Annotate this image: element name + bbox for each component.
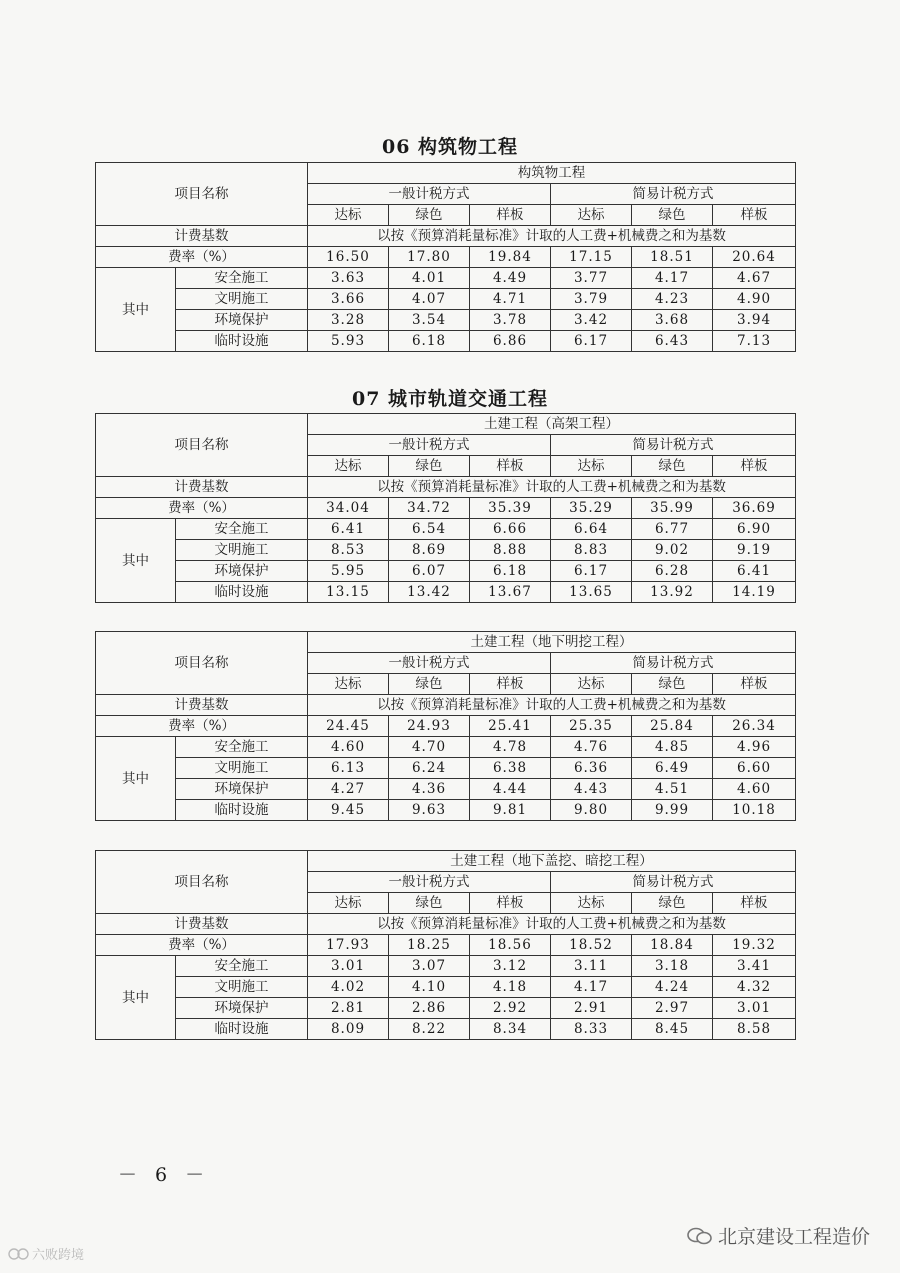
header-row-category xyxy=(96,163,796,184)
breakdown-value: 6.24 xyxy=(389,758,470,779)
breakdown-value: 2.91 xyxy=(551,998,632,1019)
breakdown-value: 3.42 xyxy=(551,310,632,331)
fee-table-open-cut xyxy=(95,631,796,821)
breakdown-row xyxy=(96,268,796,289)
tax-simple-header: 简易计税方式 xyxy=(551,184,796,205)
tax-simple-header: 简易计税方式 xyxy=(551,872,796,893)
breakdown-row xyxy=(96,582,796,603)
level-header: 达标 xyxy=(551,205,632,226)
breakdown-value: 3.77 xyxy=(551,268,632,289)
breakdown-value: 9.02 xyxy=(632,540,713,561)
breakdown-name: 安全施工 xyxy=(176,519,308,540)
level-header: 绿色 xyxy=(389,893,470,914)
breakdown-value: 6.54 xyxy=(389,519,470,540)
breakdown-value: 13.92 xyxy=(632,582,713,603)
breakdown-name: 临时设施 xyxy=(176,800,308,821)
rate-value: 34.72 xyxy=(389,498,470,519)
breakdown-value: 6.90 xyxy=(713,519,796,540)
item-name-header: 项目名称 xyxy=(96,414,308,477)
breakdown-value: 2.86 xyxy=(389,998,470,1019)
breakdown-value: 3.79 xyxy=(551,289,632,310)
breakdown-value: 9.99 xyxy=(632,800,713,821)
rate-value: 35.39 xyxy=(470,498,551,519)
category-header: 土建工程（高架工程） xyxy=(308,414,796,435)
level-header: 样板 xyxy=(470,205,551,226)
breakdown-value: 4.67 xyxy=(713,268,796,289)
breakdown-row xyxy=(96,737,796,758)
breakdown-value: 3.78 xyxy=(470,310,551,331)
watermark-account-name: 北京建设工程造价 xyxy=(717,1226,870,1248)
breakdown-value: 4.07 xyxy=(389,289,470,310)
breakdown-row xyxy=(96,310,796,331)
breakdown-value: 6.18 xyxy=(470,561,551,582)
breakdown-row xyxy=(96,519,796,540)
level-header: 样板 xyxy=(713,674,796,695)
breakdown-value: 8.45 xyxy=(632,1019,713,1040)
fee-table-structures xyxy=(95,162,796,352)
breakdown-value: 3.07 xyxy=(389,956,470,977)
breakdown-name: 安全施工 xyxy=(176,956,308,977)
rate-value: 25.84 xyxy=(632,716,713,737)
brand-logo-icon xyxy=(8,1247,30,1261)
breakdown-value: 8.53 xyxy=(308,540,389,561)
rate-value: 18.52 xyxy=(551,935,632,956)
page-number: － 6 － xyxy=(118,1164,211,1186)
level-header: 绿色 xyxy=(632,674,713,695)
breakdown-name: 环境保护 xyxy=(176,561,308,582)
breakdown-value: 6.49 xyxy=(632,758,713,779)
breakdown-value: 4.51 xyxy=(632,779,713,800)
basis-text: 以按《预算消耗量标准》计取的人工费+机械费之和为基数 xyxy=(308,695,796,716)
breakdown-value: 4.17 xyxy=(551,977,632,998)
breakdown-value: 2.92 xyxy=(470,998,551,1019)
rate-value: 19.84 xyxy=(470,247,551,268)
basis-text: 以按《预算消耗量标准》计取的人工费+机械费之和为基数 xyxy=(308,477,796,498)
breakdown-value: 6.43 xyxy=(632,331,713,352)
breakdown-value: 3.28 xyxy=(308,310,389,331)
breakdown-name: 环境保护 xyxy=(176,998,308,1019)
rate-value: 24.93 xyxy=(389,716,470,737)
level-header: 样板 xyxy=(470,674,551,695)
watermark-account xyxy=(686,1222,870,1249)
level-header: 达标 xyxy=(551,456,632,477)
breakdown-value: 3.41 xyxy=(713,956,796,977)
breakdown-value: 3.01 xyxy=(308,956,389,977)
rate-value: 16.50 xyxy=(308,247,389,268)
rate-value: 35.99 xyxy=(632,498,713,519)
breakdown-value: 9.45 xyxy=(308,800,389,821)
breakdown-value: 4.60 xyxy=(308,737,389,758)
breakdown-name: 文明施工 xyxy=(176,289,308,310)
breakdown-value: 6.38 xyxy=(470,758,551,779)
basis-row xyxy=(96,226,796,247)
breakdown-name: 临时设施 xyxy=(176,582,308,603)
level-header: 绿色 xyxy=(389,674,470,695)
breakdown-value: 3.68 xyxy=(632,310,713,331)
basis-label: 计费基数 xyxy=(96,477,308,498)
breakdown-name: 文明施工 xyxy=(176,758,308,779)
tax-simple-header: 简易计税方式 xyxy=(551,653,796,674)
level-header: 达标 xyxy=(308,893,389,914)
breakdown-value: 13.42 xyxy=(389,582,470,603)
wechat-icon xyxy=(686,1227,714,1245)
breakdown-value: 6.28 xyxy=(632,561,713,582)
rate-value: 18.25 xyxy=(389,935,470,956)
rate-row xyxy=(96,247,796,268)
breakdown-value: 3.12 xyxy=(470,956,551,977)
level-header: 绿色 xyxy=(389,456,470,477)
breakdown-value: 3.66 xyxy=(308,289,389,310)
rate-label: 费率（%） xyxy=(96,935,308,956)
breakdown-value: 4.36 xyxy=(389,779,470,800)
breakdown-value: 6.18 xyxy=(389,331,470,352)
breakdown-value: 9.19 xyxy=(713,540,796,561)
breakdown-value: 8.83 xyxy=(551,540,632,561)
breakdown-value: 6.60 xyxy=(713,758,796,779)
breakdown-value: 8.88 xyxy=(470,540,551,561)
breakdown-value: 4.10 xyxy=(389,977,470,998)
fee-table-elevated xyxy=(95,413,796,603)
breakdown-value: 4.85 xyxy=(632,737,713,758)
among-label: 其中 xyxy=(96,956,176,1040)
breakdown-value: 6.13 xyxy=(308,758,389,779)
tax-general-header: 一般计税方式 xyxy=(308,435,551,456)
breakdown-value: 13.65 xyxy=(551,582,632,603)
breakdown-value: 8.33 xyxy=(551,1019,632,1040)
watermark-brand-name: 六败跨境 xyxy=(32,1248,85,1263)
breakdown-name: 临时设施 xyxy=(176,1019,308,1040)
breakdown-name: 安全施工 xyxy=(176,737,308,758)
breakdown-value: 4.78 xyxy=(470,737,551,758)
header-row-category xyxy=(96,632,796,653)
breakdown-value: 4.43 xyxy=(551,779,632,800)
level-header: 样板 xyxy=(470,893,551,914)
basis-label: 计费基数 xyxy=(96,695,308,716)
level-header: 绿色 xyxy=(632,205,713,226)
breakdown-value: 5.93 xyxy=(308,331,389,352)
breakdown-row xyxy=(96,561,796,582)
rate-value: 18.84 xyxy=(632,935,713,956)
breakdown-value: 13.15 xyxy=(308,582,389,603)
category-header: 构筑物工程 xyxy=(308,163,796,184)
breakdown-value: 6.07 xyxy=(389,561,470,582)
breakdown-value: 6.64 xyxy=(551,519,632,540)
breakdown-value: 3.94 xyxy=(713,310,796,331)
rate-row xyxy=(96,498,796,519)
breakdown-row xyxy=(96,758,796,779)
breakdown-value: 4.96 xyxy=(713,737,796,758)
breakdown-name: 文明施工 xyxy=(176,540,308,561)
breakdown-name: 临时设施 xyxy=(176,331,308,352)
breakdown-value: 4.23 xyxy=(632,289,713,310)
level-header: 达标 xyxy=(308,205,389,226)
breakdown-value: 9.80 xyxy=(551,800,632,821)
level-header: 样板 xyxy=(713,205,796,226)
breakdown-value: 4.90 xyxy=(713,289,796,310)
breakdown-value: 8.22 xyxy=(389,1019,470,1040)
breakdown-name: 环境保护 xyxy=(176,310,308,331)
breakdown-value: 6.41 xyxy=(308,519,389,540)
breakdown-row xyxy=(96,956,796,977)
breakdown-name: 文明施工 xyxy=(176,977,308,998)
breakdown-value: 2.81 xyxy=(308,998,389,1019)
breakdown-row xyxy=(96,289,796,310)
tax-general-header: 一般计税方式 xyxy=(308,872,551,893)
rate-value: 26.34 xyxy=(713,716,796,737)
header-row-category xyxy=(96,851,796,872)
level-header: 绿色 xyxy=(389,205,470,226)
breakdown-row xyxy=(96,977,796,998)
breakdown-value: 3.54 xyxy=(389,310,470,331)
breakdown-value: 4.01 xyxy=(389,268,470,289)
basis-row xyxy=(96,477,796,498)
rate-value: 17.80 xyxy=(389,247,470,268)
breakdown-value: 4.02 xyxy=(308,977,389,998)
level-header: 样板 xyxy=(713,893,796,914)
basis-label: 计费基数 xyxy=(96,226,308,247)
breakdown-value: 8.69 xyxy=(389,540,470,561)
breakdown-value: 6.17 xyxy=(551,331,632,352)
section-heading-06: 06 构筑物工程 xyxy=(381,136,519,158)
breakdown-row xyxy=(96,779,796,800)
item-name-header: 项目名称 xyxy=(96,163,308,226)
item-name-header: 项目名称 xyxy=(96,851,308,914)
breakdown-value: 3.01 xyxy=(713,998,796,1019)
breakdown-value: 4.27 xyxy=(308,779,389,800)
level-header: 达标 xyxy=(308,674,389,695)
category-header: 土建工程（地下明挖工程） xyxy=(308,632,796,653)
breakdown-value: 10.18 xyxy=(713,800,796,821)
basis-text: 以按《预算消耗量标准》计取的人工费+机械费之和为基数 xyxy=(308,226,796,247)
breakdown-value: 4.76 xyxy=(551,737,632,758)
breakdown-value: 13.67 xyxy=(470,582,551,603)
rate-label: 费率（%） xyxy=(96,247,308,268)
breakdown-value: 6.36 xyxy=(551,758,632,779)
basis-label: 计费基数 xyxy=(96,914,308,935)
breakdown-name: 环境保护 xyxy=(176,779,308,800)
breakdown-value: 2.97 xyxy=(632,998,713,1019)
breakdown-value: 4.70 xyxy=(389,737,470,758)
rate-label: 费率（%） xyxy=(96,498,308,519)
rate-value: 35.29 xyxy=(551,498,632,519)
rate-row xyxy=(96,716,796,737)
rate-value: 25.41 xyxy=(470,716,551,737)
watermark-brand xyxy=(8,1244,84,1263)
breakdown-value: 9.81 xyxy=(470,800,551,821)
breakdown-value: 9.63 xyxy=(389,800,470,821)
breakdown-value: 3.63 xyxy=(308,268,389,289)
breakdown-value: 3.18 xyxy=(632,956,713,977)
among-label: 其中 xyxy=(96,737,176,821)
breakdown-row xyxy=(96,540,796,561)
rate-value: 18.56 xyxy=(470,935,551,956)
level-header: 绿色 xyxy=(632,893,713,914)
category-header: 土建工程（地下盖挖、暗挖工程） xyxy=(308,851,796,872)
level-header: 达标 xyxy=(551,674,632,695)
breakdown-value: 6.86 xyxy=(470,331,551,352)
breakdown-row xyxy=(96,1019,796,1040)
rate-value: 17.15 xyxy=(551,247,632,268)
breakdown-value: 3.11 xyxy=(551,956,632,977)
section-heading-07: 07 城市轨道交通工程 xyxy=(351,388,549,410)
tax-general-header: 一般计税方式 xyxy=(308,184,551,205)
breakdown-value: 7.13 xyxy=(713,331,796,352)
breakdown-value: 8.34 xyxy=(470,1019,551,1040)
breakdown-value: 6.77 xyxy=(632,519,713,540)
rate-value: 17.93 xyxy=(308,935,389,956)
level-header: 绿色 xyxy=(632,456,713,477)
tax-simple-header: 简易计税方式 xyxy=(551,435,796,456)
breakdown-value: 5.95 xyxy=(308,561,389,582)
rate-value: 20.64 xyxy=(713,247,796,268)
among-label: 其中 xyxy=(96,519,176,603)
item-name-header: 项目名称 xyxy=(96,632,308,695)
level-header: 样板 xyxy=(470,456,551,477)
rate-label: 费率（%） xyxy=(96,716,308,737)
tax-general-header: 一般计税方式 xyxy=(308,653,551,674)
breakdown-value: 6.17 xyxy=(551,561,632,582)
level-header: 达标 xyxy=(308,456,389,477)
basis-row xyxy=(96,914,796,935)
breakdown-row xyxy=(96,800,796,821)
fee-table-cover-excavation xyxy=(95,850,796,1040)
breakdown-value: 8.58 xyxy=(713,1019,796,1040)
breakdown-value: 4.17 xyxy=(632,268,713,289)
rate-value: 18.51 xyxy=(632,247,713,268)
breakdown-row xyxy=(96,998,796,1019)
breakdown-value: 6.66 xyxy=(470,519,551,540)
breakdown-value: 4.32 xyxy=(713,977,796,998)
breakdown-value: 4.71 xyxy=(470,289,551,310)
rate-value: 19.32 xyxy=(713,935,796,956)
among-label: 其中 xyxy=(96,268,176,352)
breakdown-value: 4.18 xyxy=(470,977,551,998)
breakdown-value: 6.41 xyxy=(713,561,796,582)
breakdown-value: 4.60 xyxy=(713,779,796,800)
basis-row xyxy=(96,695,796,716)
header-row-category xyxy=(96,414,796,435)
rate-value: 25.35 xyxy=(551,716,632,737)
basis-text: 以按《预算消耗量标准》计取的人工费+机械费之和为基数 xyxy=(308,914,796,935)
breakdown-value: 14.19 xyxy=(713,582,796,603)
breakdown-value: 4.24 xyxy=(632,977,713,998)
rate-value: 34.04 xyxy=(308,498,389,519)
breakdown-row xyxy=(96,331,796,352)
level-header: 达标 xyxy=(551,893,632,914)
breakdown-value: 8.09 xyxy=(308,1019,389,1040)
rate-value: 24.45 xyxy=(308,716,389,737)
breakdown-name: 安全施工 xyxy=(176,268,308,289)
breakdown-value: 4.49 xyxy=(470,268,551,289)
rate-value: 36.69 xyxy=(713,498,796,519)
rate-row xyxy=(96,935,796,956)
level-header: 样板 xyxy=(713,456,796,477)
breakdown-value: 4.44 xyxy=(470,779,551,800)
